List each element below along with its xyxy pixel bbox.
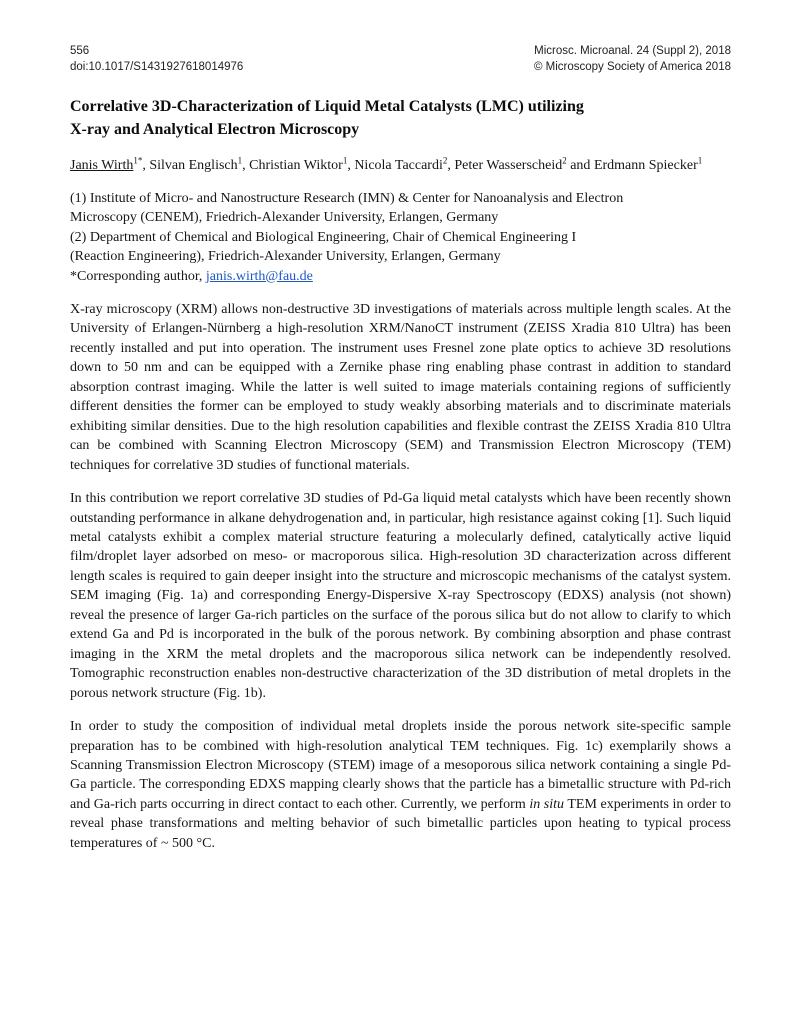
author-list	[70, 156, 731, 176]
abstract-paragraph-2: In this contribution we report correlative 3D studies of Pd-Ga liquid metal catalysts which have been recently shown outstanding performance in alkane dehydrogenation and, in particular, high resistance against coking [1]. Such liquid metal catalysts exhibit a complex material structure featuring a molecularly defined, catalytically active liquid film/droplet layer adsorbed on meso- or macroporous silica. High-resolution 3D characterization across different length scales is required to gain deeper insight into the structure and microscopic mechanisms of the catalyst system. SEM imaging (Fig. 1a) and corresponding Energy-Dispersive X-ray Spectroscopy (EDXS) analysis (not shown) reveal the presence of larger Ga-rich particles on the surface of the porous silica but do not allow to clarify to which extend Ga and Pd is incorporated in the bulk of the porous network. By combining absorption and phase contrast imaging in the XRM the metal droplets and the macroporous silica network can be independently resolved. Tomographic reconstruction enables non-destructive characterization of the 3D distribution of metal droplets in the porous network structure (Fig. 1b).	[70, 491, 731, 701]
author-separator: ,	[347, 158, 355, 173]
author	[593, 155, 703, 173]
author-name: Christian Wiktor	[249, 158, 343, 173]
abstract-paragraph-3	[70, 717, 731, 853]
author-affiliation-sup: 1	[342, 155, 348, 166]
author-separator: and	[566, 158, 594, 173]
abstract-paragraph-1: X-ray microscopy (XRM) allows non-destructive 3D investigations of materials across multiple length scales. At the University of Erlangen-Nürnberg a high-resolution XRM/NanoCT instrument (ZEISS Xradia 810 Ultra) has been recently installed and put into operation. The instrument uses Fresnel zone plate optics to achieve 3D resolutions down to 50 nm and can be equipped with a Zernike phase ring enabling phase contrast in addition to standard absorption contrast imaging. While the latter is well suited to image materials containing regions of sufficiently different densities the former can be employed to study weakly absorbing materials and to discriminate materials exhibiting similar densities. Due to the high resolution capabilities and flexible contrast the ZEISS Xradia 810 Ultra can be combined with Scanning Electron Microscopy (SEM) and Transmission Electron Microscopy (TEM) techniques for correlative 3D studies of functional materials.	[70, 302, 731, 473]
journal-reference: Microsc. Microanal. 24 (Suppl 2), 2018	[534, 45, 731, 57]
corresponding-author-line	[70, 267, 731, 287]
corresponding-email-link[interactable]: janis.wirth@fau.de	[205, 268, 313, 284]
affiliation-line: (1) Institute of Micro- and Nanostructure Research (IMN) & Center for Nanoanalysis and Electron	[70, 190, 624, 206]
header-left	[70, 44, 243, 75]
author	[354, 155, 455, 173]
author-affiliation-sup: 1*	[133, 155, 143, 166]
paragraph-3-italic-phrase: in situ	[529, 796, 565, 812]
copyright-notice: © Microscopy Society of America 2018	[533, 60, 731, 73]
author-separator: ,	[142, 158, 150, 173]
corresponding-author-prefix: *Corresponding author,	[70, 268, 206, 284]
page-header	[70, 44, 731, 75]
author-separator: ,	[447, 158, 455, 173]
paper-title-line-2: X-ray and Analytical Electron Microscopy	[70, 120, 360, 138]
author-affiliation-sup: 1	[237, 155, 243, 166]
paper-title-line-1: Correlative 3D-Characterization of Liquid Metal Catalysts (LMC) utilizing	[70, 98, 584, 115]
author-separator: ,	[242, 158, 250, 173]
author-affiliation-sup: 1	[697, 155, 703, 166]
doi: doi:10.1017/S1431927618014976	[70, 60, 244, 73]
author	[249, 155, 355, 173]
affiliation-line: Microscopy (CENEM), Friedrich-Alexander University, Erlangen, Germany	[70, 210, 499, 225]
author-name: Peter Wasserscheid	[454, 158, 563, 173]
paragraph-3-post: TEM experiments in order to reveal phase transformations and melting behavior of such bimetallic particles upon heating to typical process temperatures of ~ 500 °C.	[70, 796, 732, 851]
author-name: Nicola Taccardi	[354, 158, 443, 173]
header-right	[534, 44, 731, 75]
author	[454, 155, 594, 173]
affiliation-line: (Reaction Engineering), Friedrich-Alexander University, Erlangen, Germany	[70, 249, 501, 264]
page-content	[70, 44, 731, 853]
affiliations-block	[70, 189, 731, 287]
paper-title	[70, 96, 731, 141]
author	[70, 155, 150, 173]
author-affiliation-sup: 2	[562, 155, 567, 166]
paragraph-3-pre: In order to study the composition of individual metal droplets inside the porous network site-specific sample preparation has to be combined with high-resolution analytical TEM techniques. Fig. 1c) exemplarily shows a Scanning Transmission Electron Microscopy (STEM) image of a mesoporous silica network containing a single Pd-Ga particle. The corresponding EDXS mapping clearly shows that the particle has a bimetallic structure with Pd-rich and Ga-rich parts occurring in direct contact to each other. Currently, we perform	[70, 719, 731, 812]
page-number: 556	[70, 45, 90, 57]
author-name: Erdmann Spiecker	[593, 158, 698, 173]
author	[149, 155, 250, 173]
author-name: Silvan Englisch	[149, 158, 238, 173]
author-affiliation-sup: 2	[442, 155, 448, 166]
affiliation-line: (2) Department of Chemical and Biological Engineering, Chair of Chemical Engineering I	[70, 229, 577, 245]
author-name: Janis Wirth	[70, 158, 134, 173]
